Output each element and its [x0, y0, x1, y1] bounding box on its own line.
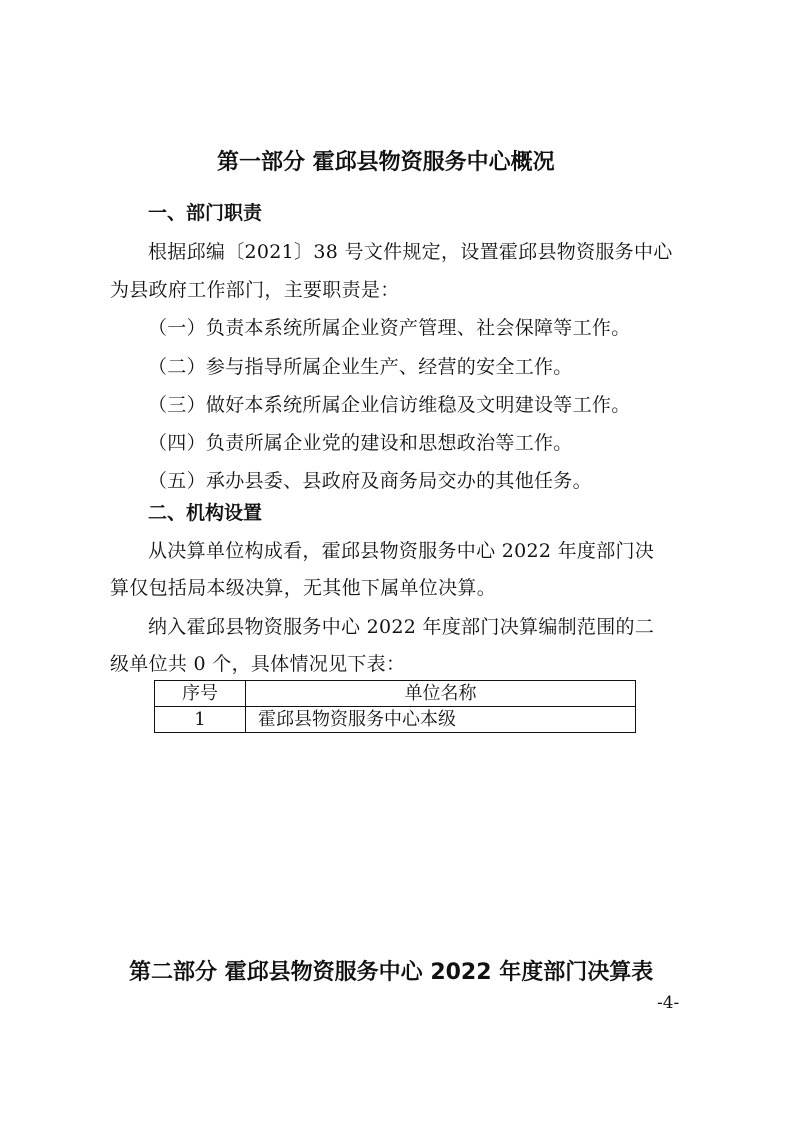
- duty-item-2: （二）参与指导所属企业生产、经营的安全工作。: [148, 356, 573, 378]
- header-unit-name: 单位名称: [246, 681, 636, 707]
- section2-para1-line1: 从决算单位构成看，霍邱县物资服务中心 2022 年度部门决: [148, 540, 655, 562]
- section2-para2-line2: 级单位共 0 个，具体情况见下表：: [110, 653, 406, 675]
- section2-para2-line1: 纳入霍邱县物资服务中心 2022 年度部门决算编制范围的二: [148, 616, 655, 638]
- section1-intro-line1: 根据邱编〔2021〕38 号文件规定，设置霍邱县物资服务中心: [148, 241, 673, 263]
- part1-title: 第一部分 霍邱县物资服务中心概况: [217, 150, 555, 175]
- duty-item-4: （四）负责所属企业党的建设和思想政治等工作。: [148, 432, 573, 454]
- page-number: -4-: [657, 993, 680, 1013]
- section1-intro-line2: 为县政府工作部门，主要职责是：: [110, 279, 400, 301]
- duty-item-5: （五）承办县委、县政府及商务局交办的其他任务。: [148, 470, 592, 492]
- header-seq: 序号: [155, 681, 246, 707]
- section1-heading: 一、部门职责: [148, 202, 263, 224]
- section2-heading: 二、机构设置: [148, 502, 263, 524]
- unit-table-header-row: [155, 681, 636, 707]
- duty-item-3: （三）做好本系统所属企业信访维稳及文明建设等工作。: [148, 394, 631, 416]
- unit-table: [154, 680, 636, 733]
- section2-para1-line2: 算仅包括局本级决算，无其他下属单位决算。: [110, 577, 497, 599]
- table-row: [155, 707, 636, 733]
- cell-seq: 1: [155, 707, 246, 733]
- duty-item-1: （一）负责本系统所属企业资产管理、社会保障等工作。: [148, 317, 631, 339]
- part2-title: 第二部分 霍邱县物资服务中心 2022 年度部门决算表: [129, 960, 654, 985]
- cell-unit-name: 霍邱县物资服务中心本级: [246, 707, 636, 733]
